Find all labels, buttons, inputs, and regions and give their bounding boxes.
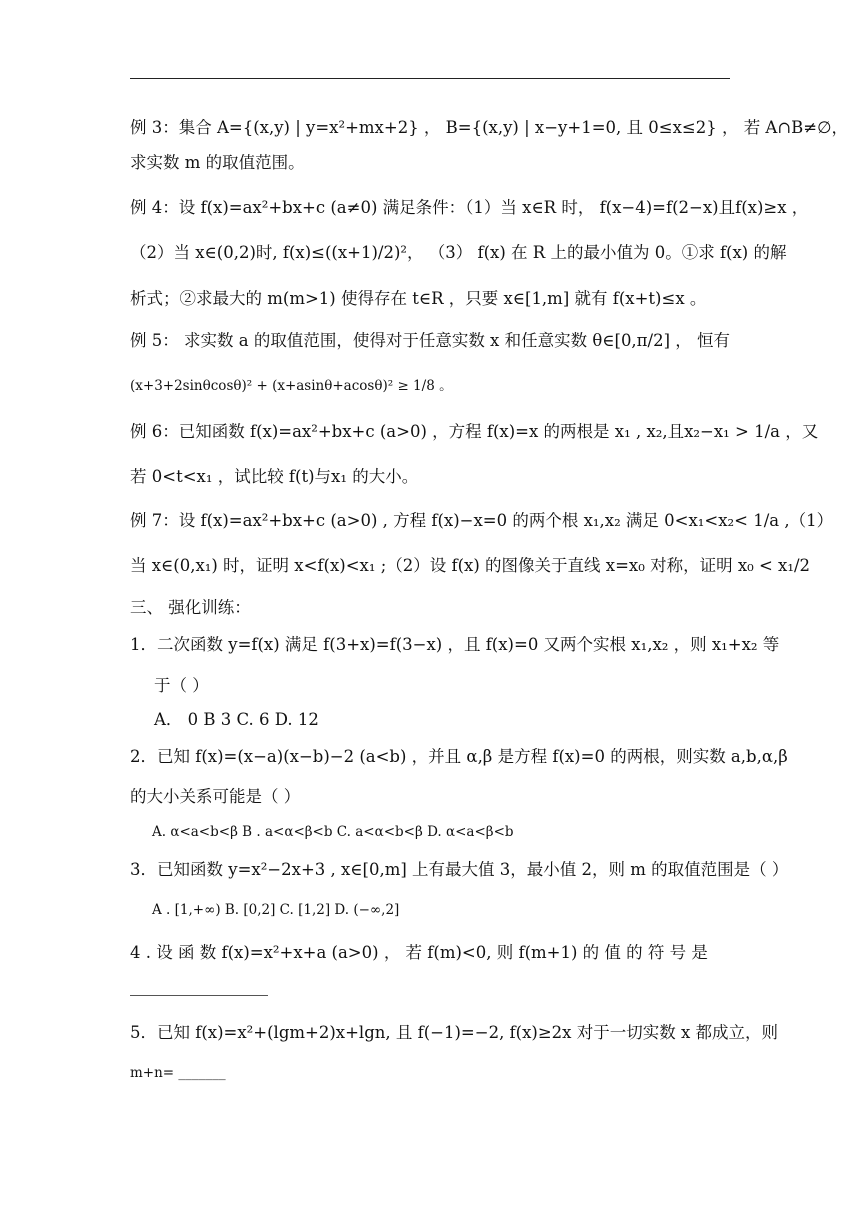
example-3-line-1: 例 3：集合 A={(x,y) | y=x²+mx+2} ， B={(x,y) | x−y+1=0, 且 0≤x≤2} ， 若 A∩B≠∅， (130, 118, 848, 137)
exercise-1-options: A． 0 B 3 C. 6 D. 12 (154, 710, 319, 729)
exercise-5-line-1: 5．已知 f(x)=x²+(lgm+2)x+lgn, 且 f(−1)=−2, f(x)≥2x 对于一切实数 x 都成立，则 (130, 1023, 779, 1042)
exercise-5-line-2: m+n= _______ (130, 1065, 226, 1081)
exercise-2-line-2: 的大小关系可能是（ ） (130, 787, 301, 806)
exercise-1-line-2: 于（ ） (154, 676, 209, 695)
exercise-2-line-1: 2．已知 f(x)=(x−a)(x−b)−2 (a<b) ，并且 α,β 是方程 f(x)=0 的两根，则实数 a,b,α,β (130, 747, 788, 766)
exercise-3-line-1: 3．已知函数 y=x²−2x+3 , x∈[0,m] 上有最大值 3，最小值 2，则 m 的取值范围是（ ） (130, 860, 789, 879)
example-3-line-2: 求实数 m 的取值范围。 (130, 153, 305, 172)
answer-blank-4 (130, 995, 268, 996)
header-rule (130, 78, 730, 79)
section-heading: 三、 强化训练： (130, 598, 251, 617)
example-7-line-2: 当 x∈(0,x₁) 时，证明 x<f(x)<x₁ ;（2）设 f(x) 的图像关于直线 x=x₀ 对称，证明 x₀ < x₁/2 (130, 556, 811, 575)
exercise-1-line-1: 1．二次函数 y=f(x) 满足 f(3+x)=f(3−x) ，且 f(x)=0 又两个实根 x₁,x₂ ，则 x₁+x₂ 等 (130, 635, 780, 654)
example-4-line-1: 例 4：设 f(x)=ax²+bx+c (a≠0) 满足条件：（1）当 x∈R 时， f(x−4)=f(2−x)且f(x)≥x ， (130, 198, 809, 217)
example-7-line-1: 例 7：设 f(x)=ax²+bx+c (a>0) , 方程 f(x)−x=0 的两个根 x₁,x₂ 满足 0<x₁<x₂< 1/a ,（1） (130, 511, 834, 530)
exercise-4-line-1: 4 . 设 函 数 f(x)=x²+x+a (a>0) ， 若 f(m)<0, 则 f(m+1) 的 值 的 符 号 是 (130, 943, 708, 962)
example-4-line-2: （2）当 x∈(0,2)时, f(x)≤((x+1)/2)²， （3） f(x) 在 R 上的最小值为 0。①求 f(x) 的解 (130, 243, 787, 262)
example-5-line-1: 例 5： 求实数 a 的取值范围，使得对于任意实数 x 和任意实数 θ∈[0,π/2] ， 恒有 (130, 331, 731, 350)
example-6-line-1: 例 6：已知函数 f(x)=ax²+bx+c (a>0) ，方程 f(x)=x 的两根是 x₁ , x₂,且x₂−x₁ > 1/a ，又 (130, 422, 819, 441)
exercise-2-options: A. α<a<b<β B . a<α<β<b C. a<α<b<β D. α<a<β<b (152, 824, 514, 840)
exercise-3-options: A . [1,+∞) B. [0,2] C. [1,2] D. (−∞,2] (152, 902, 400, 918)
example-5-line-2: (x+3+2sinθcosθ)² + (x+asinθ+acosθ)² ≥ 1/8 。 (130, 378, 453, 394)
example-4-line-3: 析式；②求最大的 m(m>1) 使得存在 t∈R ，只要 x∈[1,m] 就有 f(x+t)≤x 。 (130, 289, 707, 308)
example-6-line-2: 若 0<t<x₁ ，试比较 f(t)与x₁ 的大小。 (130, 467, 419, 486)
